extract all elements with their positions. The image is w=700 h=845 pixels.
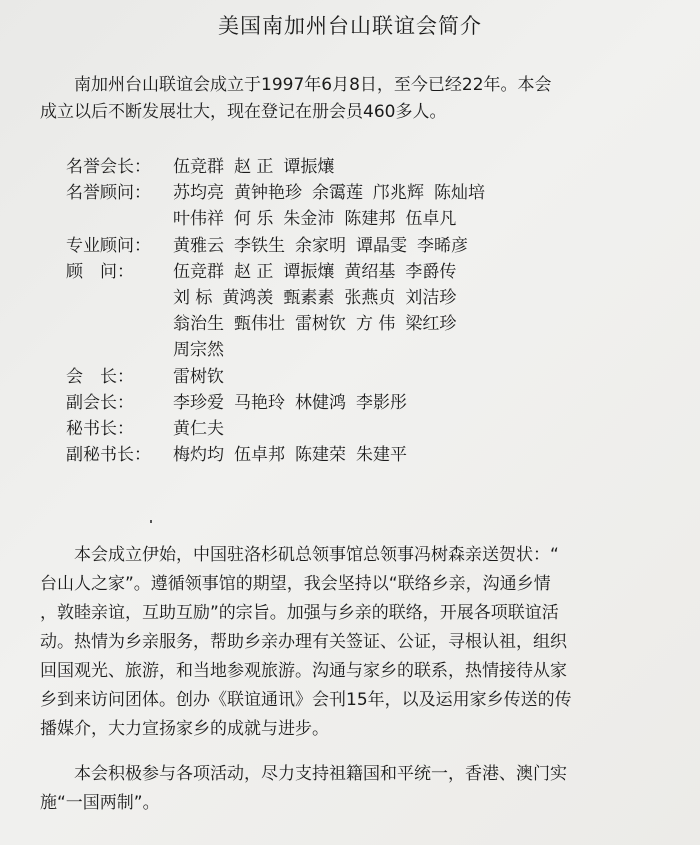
roster-role: 专业顾问： [66, 235, 151, 256]
roster-name: 赵 正 [234, 261, 274, 282]
roster-name: 李爵传 [405, 261, 457, 282]
history-line: 播媒介，大力宣扬家乡的成就与进步。 [40, 719, 329, 739]
roster-role: 名誉会长： [66, 157, 151, 177]
roster-name: 谭振爙 [283, 261, 335, 282]
roster-name: 伍竞群 [173, 261, 224, 282]
roster-name: 陈建邦 [344, 209, 396, 230]
roster-name: 黄钟艳珍 [234, 183, 302, 204]
roster-name: 赵 正 [234, 157, 274, 177]
roster-row [66, 154, 666, 180]
roster-name: 朱建平 [356, 445, 407, 466]
roster-names [173, 154, 344, 180]
roster-name: 余霭莲 [312, 183, 363, 204]
roster-name: 谭振爙 [283, 157, 335, 177]
roster-names [173, 285, 466, 311]
roster-row [66, 285, 666, 311]
history-line: 台山人之家”。遵循领事馆的期望，我会坚持以“联络乡亲，沟通乡情 [40, 574, 551, 594]
roster-name: 伍卓邦 [234, 445, 285, 466]
roster-name: 梁红珍 [405, 314, 457, 335]
history-line: ，敦睦亲谊，互助互励”的宗旨。加强与乡亲的联络，开展各项联谊活 [40, 603, 559, 623]
roster-names [173, 416, 234, 442]
roster-name: 谭晶雯 [356, 235, 407, 256]
policy-paragraph [40, 760, 670, 818]
roster-name: 邝兆辉 [373, 183, 424, 204]
roster-name: 雷树钦 [295, 314, 346, 335]
roster-row [66, 442, 666, 468]
roster-name: 黄绍基 [344, 261, 396, 282]
roster-name: 李晞彦 [417, 235, 468, 256]
roster-row [66, 311, 666, 337]
intro-paragraph [40, 72, 670, 126]
roster-role: 副会长： [66, 392, 134, 413]
roster-names [173, 259, 466, 285]
roster-name: 黄鸿羡 [222, 288, 274, 309]
roster-role: 名誉顾问： [66, 183, 151, 204]
roster-name: 何 乐 [234, 209, 274, 230]
roster-role: 顾 问： [66, 261, 134, 282]
roster-row [66, 337, 666, 363]
roster-names [173, 337, 234, 363]
roster-name: 甄伟壮 [234, 314, 285, 335]
roster-name: 刘 标 [173, 288, 213, 309]
roster-name: 苏均亮 [173, 183, 224, 204]
document-title: 美国南加州台山联谊会简介 [218, 14, 482, 38]
roster-row [66, 416, 666, 442]
roster-name: 甄素素 [283, 288, 335, 309]
history-line: 回国观光、旅游，和当地参观旅游。沟通与家乡的联系，热情接待从家 [40, 661, 567, 681]
roster-role: 会 长： [66, 366, 134, 387]
roster-name: 李铁生 [234, 235, 285, 256]
roster-row [66, 206, 666, 232]
roster-names [173, 233, 478, 259]
history-line: 动。热情为乡亲服务，帮助乡亲办理有关签证、公证，寻根认祖，组织 [40, 632, 567, 652]
roster-name: 林健鸿 [295, 392, 346, 413]
roster-name: 黄雅云 [173, 235, 224, 256]
intro-line: 南加州台山联谊会成立于1997年6月8日，至今已经22年。本会 [74, 75, 552, 95]
roster-name: 李影彤 [356, 392, 407, 413]
speck-mark [150, 520, 152, 523]
roster-row [66, 364, 666, 390]
roster-row [66, 259, 666, 285]
roster-name: 叶伟祥 [173, 209, 224, 230]
roster-name: 陈灿培 [434, 183, 485, 204]
roster-name: 朱金沛 [283, 209, 335, 230]
roster-name: 刘洁珍 [405, 288, 457, 309]
roster-names [173, 311, 466, 337]
roster-names [173, 206, 466, 232]
roster-role: 副秘书长： [66, 445, 151, 466]
roster-name: 陈建荣 [295, 445, 346, 466]
roster-name: 伍竞群 [173, 157, 224, 177]
roster-name: 马艳玲 [234, 392, 285, 413]
roster-name: 梅灼均 [173, 445, 224, 466]
history-paragraph [40, 541, 670, 744]
policy-line: 本会积极参与各项活动，尽力支持祖籍国和平统一，香港、澳门实 [74, 764, 567, 784]
roster-name: 周宗然 [173, 340, 224, 361]
roster-name: 方 伟 [356, 314, 396, 335]
roster-row [66, 390, 666, 416]
roster-name: 黄仁夫 [173, 419, 224, 440]
history-line: 本会成立伊始，中国驻洛杉矶总领事馆总领事冯树森亲送贺状：“ [74, 545, 559, 565]
roster-name: 伍卓凡 [405, 209, 457, 230]
roster-names [173, 390, 417, 416]
roster-name: 张燕贞 [344, 288, 396, 309]
roster-name: 翁治生 [173, 314, 224, 335]
history-line: 乡到来访问团体。创办《联谊通讯》会刊15年，以及运用家乡传送的传 [40, 690, 572, 710]
roster-names [173, 364, 234, 390]
roster-row [66, 180, 666, 206]
officer-roster [66, 154, 666, 468]
roster-role: 秘书长： [66, 419, 134, 440]
roster-row [66, 233, 666, 259]
roster-name: 雷树钦 [173, 366, 224, 387]
roster-name: 李珍爱 [173, 392, 224, 413]
policy-line: 施“一国两制”。 [40, 793, 160, 813]
roster-name: 余家明 [295, 235, 346, 256]
intro-line: 成立以后不断发展壮大，现在登记在册会员460多人。 [40, 102, 447, 122]
roster-names [173, 180, 495, 206]
roster-names [173, 442, 417, 468]
